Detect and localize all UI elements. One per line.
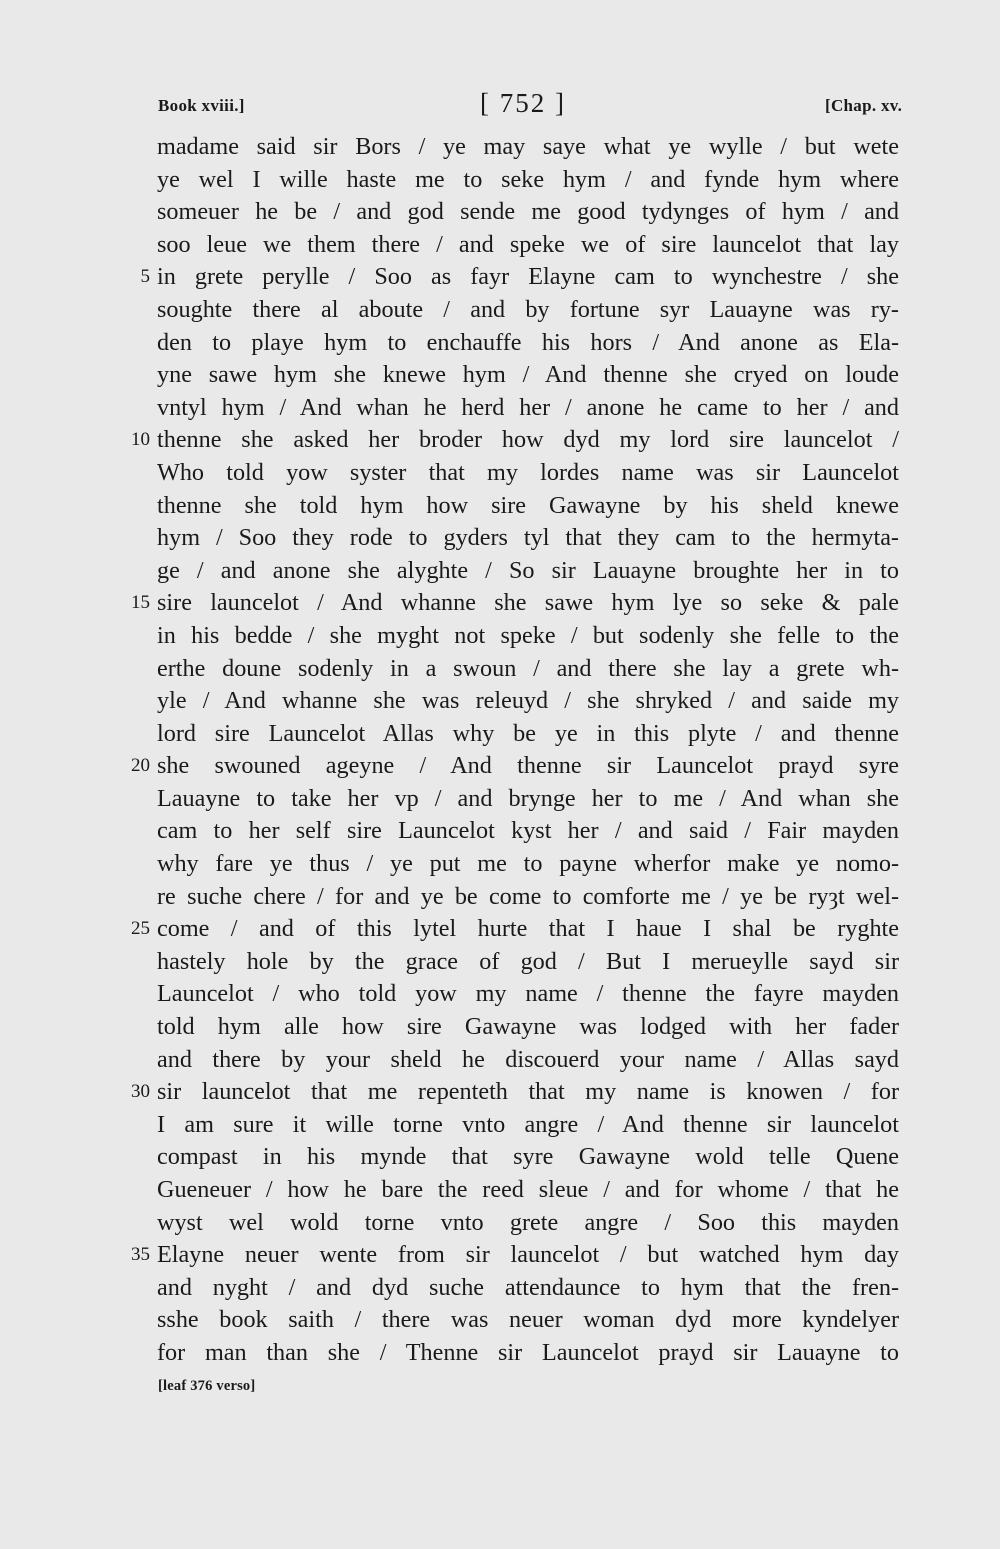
line-text: she swouned ageyne / And thenne sir Launcelot prayd syre [157, 752, 899, 780]
line-text: ge / and anone she alyghte / So sir Lauayne broughte her in to [157, 556, 899, 584]
text-line [0, 294, 1000, 327]
text-line [0, 1304, 1000, 1337]
line-text: madame said sir Bors / ye may saye what ye wylle / but wete [157, 133, 899, 160]
text-line [0, 1174, 1000, 1207]
line-text: wyst wel wold torne vnto grete angre / Soo this mayden [157, 1208, 899, 1236]
text-line [0, 261, 1000, 294]
line-text: cam to her self sire Launcelot kyst her / and said / Fair mayden [157, 817, 899, 845]
book-label: Book xviii.] [158, 96, 245, 115]
text-line [0, 229, 1000, 262]
line-number: 10 [131, 429, 150, 451]
body-text [0, 131, 1000, 1370]
line-number: 20 [131, 755, 150, 777]
text-line [0, 1044, 1000, 1077]
line-text: yne sawe hym she knewe hym / And thenne she cryed on loude [157, 361, 899, 389]
text-line [0, 750, 1000, 783]
line-text: why fare ye thus / ye put me to payne wherfor make ye nomo- [157, 850, 899, 878]
text-line [0, 196, 1000, 229]
line-number: 25 [131, 918, 150, 940]
text-line [0, 913, 1000, 946]
line-text: Launcelot / who told yow my name / thenne the fayre mayden [157, 980, 899, 1008]
text-line [0, 457, 1000, 490]
marginal-note: [leaf 376 verso] [158, 1378, 256, 1394]
page-number: [ 752 ] [480, 88, 566, 118]
text-line [0, 848, 1000, 881]
line-text: and nyght / and dyd suche attendaunce to hym that the fren- [157, 1273, 899, 1301]
text-line [0, 881, 1000, 914]
line-text: soo leue we them there / and speke we of sire launcelot that lay [157, 230, 899, 258]
text-line [0, 359, 1000, 392]
line-text: erthe doune sodenly in a swoun / and there she lay a grete wh- [157, 654, 899, 682]
line-text: den to playe hym to enchauffe his hors / And anone as Ela- [157, 328, 899, 356]
line-text: re suche chere / for and ye be come to comforte me / ye be ryȝt wel- [157, 882, 899, 910]
line-text: sir launcelot that me repenteth that my name is knowen / for [157, 1078, 899, 1106]
text-line [0, 1337, 1000, 1370]
line-text: sire launcelot / And whanne she sawe hym lye so seke & pale [157, 589, 899, 617]
text-line [0, 490, 1000, 523]
text-line [0, 1011, 1000, 1044]
text-line [0, 946, 1000, 979]
line-text: ye wel I wille haste me to seke hym / and fynde hym where [157, 165, 899, 193]
line-text: Elayne neuer wente from sir launcelot / but watched hym day [157, 1241, 899, 1269]
line-text: sshe book saith / there was neuer woman dyd more kyndelyer [157, 1306, 899, 1334]
text-line [0, 1272, 1000, 1305]
text-line [0, 978, 1000, 1011]
text-line [0, 522, 1000, 555]
running-head [0, 88, 1000, 118]
text-line [0, 783, 1000, 816]
line-text: come / and of this lytel hurte that I haue I shal be ryghte [157, 915, 899, 943]
text-line [0, 653, 1000, 686]
line-number: 15 [131, 592, 150, 614]
line-text: soughte there al aboute / and by fortune syr Lauayne was ry- [157, 295, 899, 323]
line-text: hym / Soo they rode to gyders tyl that they cam to the hermyta- [157, 524, 899, 552]
text-line [0, 587, 1000, 620]
text-line [0, 685, 1000, 718]
text-line [0, 1207, 1000, 1240]
text-line [0, 718, 1000, 751]
line-text: someuer he be / and god sende me good tydynges of hym / and [157, 198, 899, 226]
text-line [0, 1239, 1000, 1272]
line-text: told hym alle how sire Gawayne was lodged with her fader [157, 1013, 899, 1041]
line-text: and there by your sheld he discouerd your name / Allas sayd [157, 1045, 899, 1073]
line-text: in grete perylle / Soo as fayr Elayne cam to wynchestre / she [157, 263, 899, 291]
line-number: 5 [140, 266, 150, 288]
text-line [0, 815, 1000, 848]
text-line [0, 1141, 1000, 1174]
line-text: thenne she told hym how sire Gawayne by his sheld knewe [157, 491, 899, 519]
text-line [0, 424, 1000, 457]
line-text: for man than she / Thenne sir Launcelot prayd sir Lauayne to [157, 1338, 899, 1366]
line-text: Gueneuer / how he bare the reed sleue / and for whome / that he [157, 1176, 899, 1203]
line-text: vntyl hym / And whan he herd her / anone he came to her / and [157, 393, 899, 421]
line-text: in his bedde / she myght not speke / but sodenly she felle to the [157, 621, 899, 649]
line-text: compast in his mynde that syre Gawayne wold telle Quene [157, 1143, 899, 1171]
text-line [0, 555, 1000, 588]
line-text: Lauayne to take her vp / and brynge her to me / And whan she [157, 784, 899, 812]
line-text: I am sure it wille torne vnto angre / And thenne sir launcelot [157, 1110, 899, 1138]
text-line [0, 1109, 1000, 1142]
line-number: 35 [131, 1244, 150, 1266]
line-number: 30 [131, 1081, 150, 1103]
line-text: Who told yow syster that my lordes name was sir Launcelot [157, 458, 899, 486]
text-line [0, 392, 1000, 425]
chapter-label: [Chap. xv. [825, 96, 903, 115]
line-text: thenne she asked her broder how dyd my lord sire launcelot / [157, 426, 899, 454]
text-line [0, 164, 1000, 197]
line-text: lord sire Launcelot Allas why be ye in this plyte / and thenne [157, 719, 899, 747]
text-line [0, 620, 1000, 653]
line-text: hastely hole by the grace of god / But I merueylle sayd sir [157, 947, 899, 975]
line-text: yle / And whanne she was releuyd / she shryked / and saide my [157, 687, 899, 715]
text-line [0, 131, 1000, 164]
text-line [0, 327, 1000, 360]
text-line [0, 1076, 1000, 1109]
